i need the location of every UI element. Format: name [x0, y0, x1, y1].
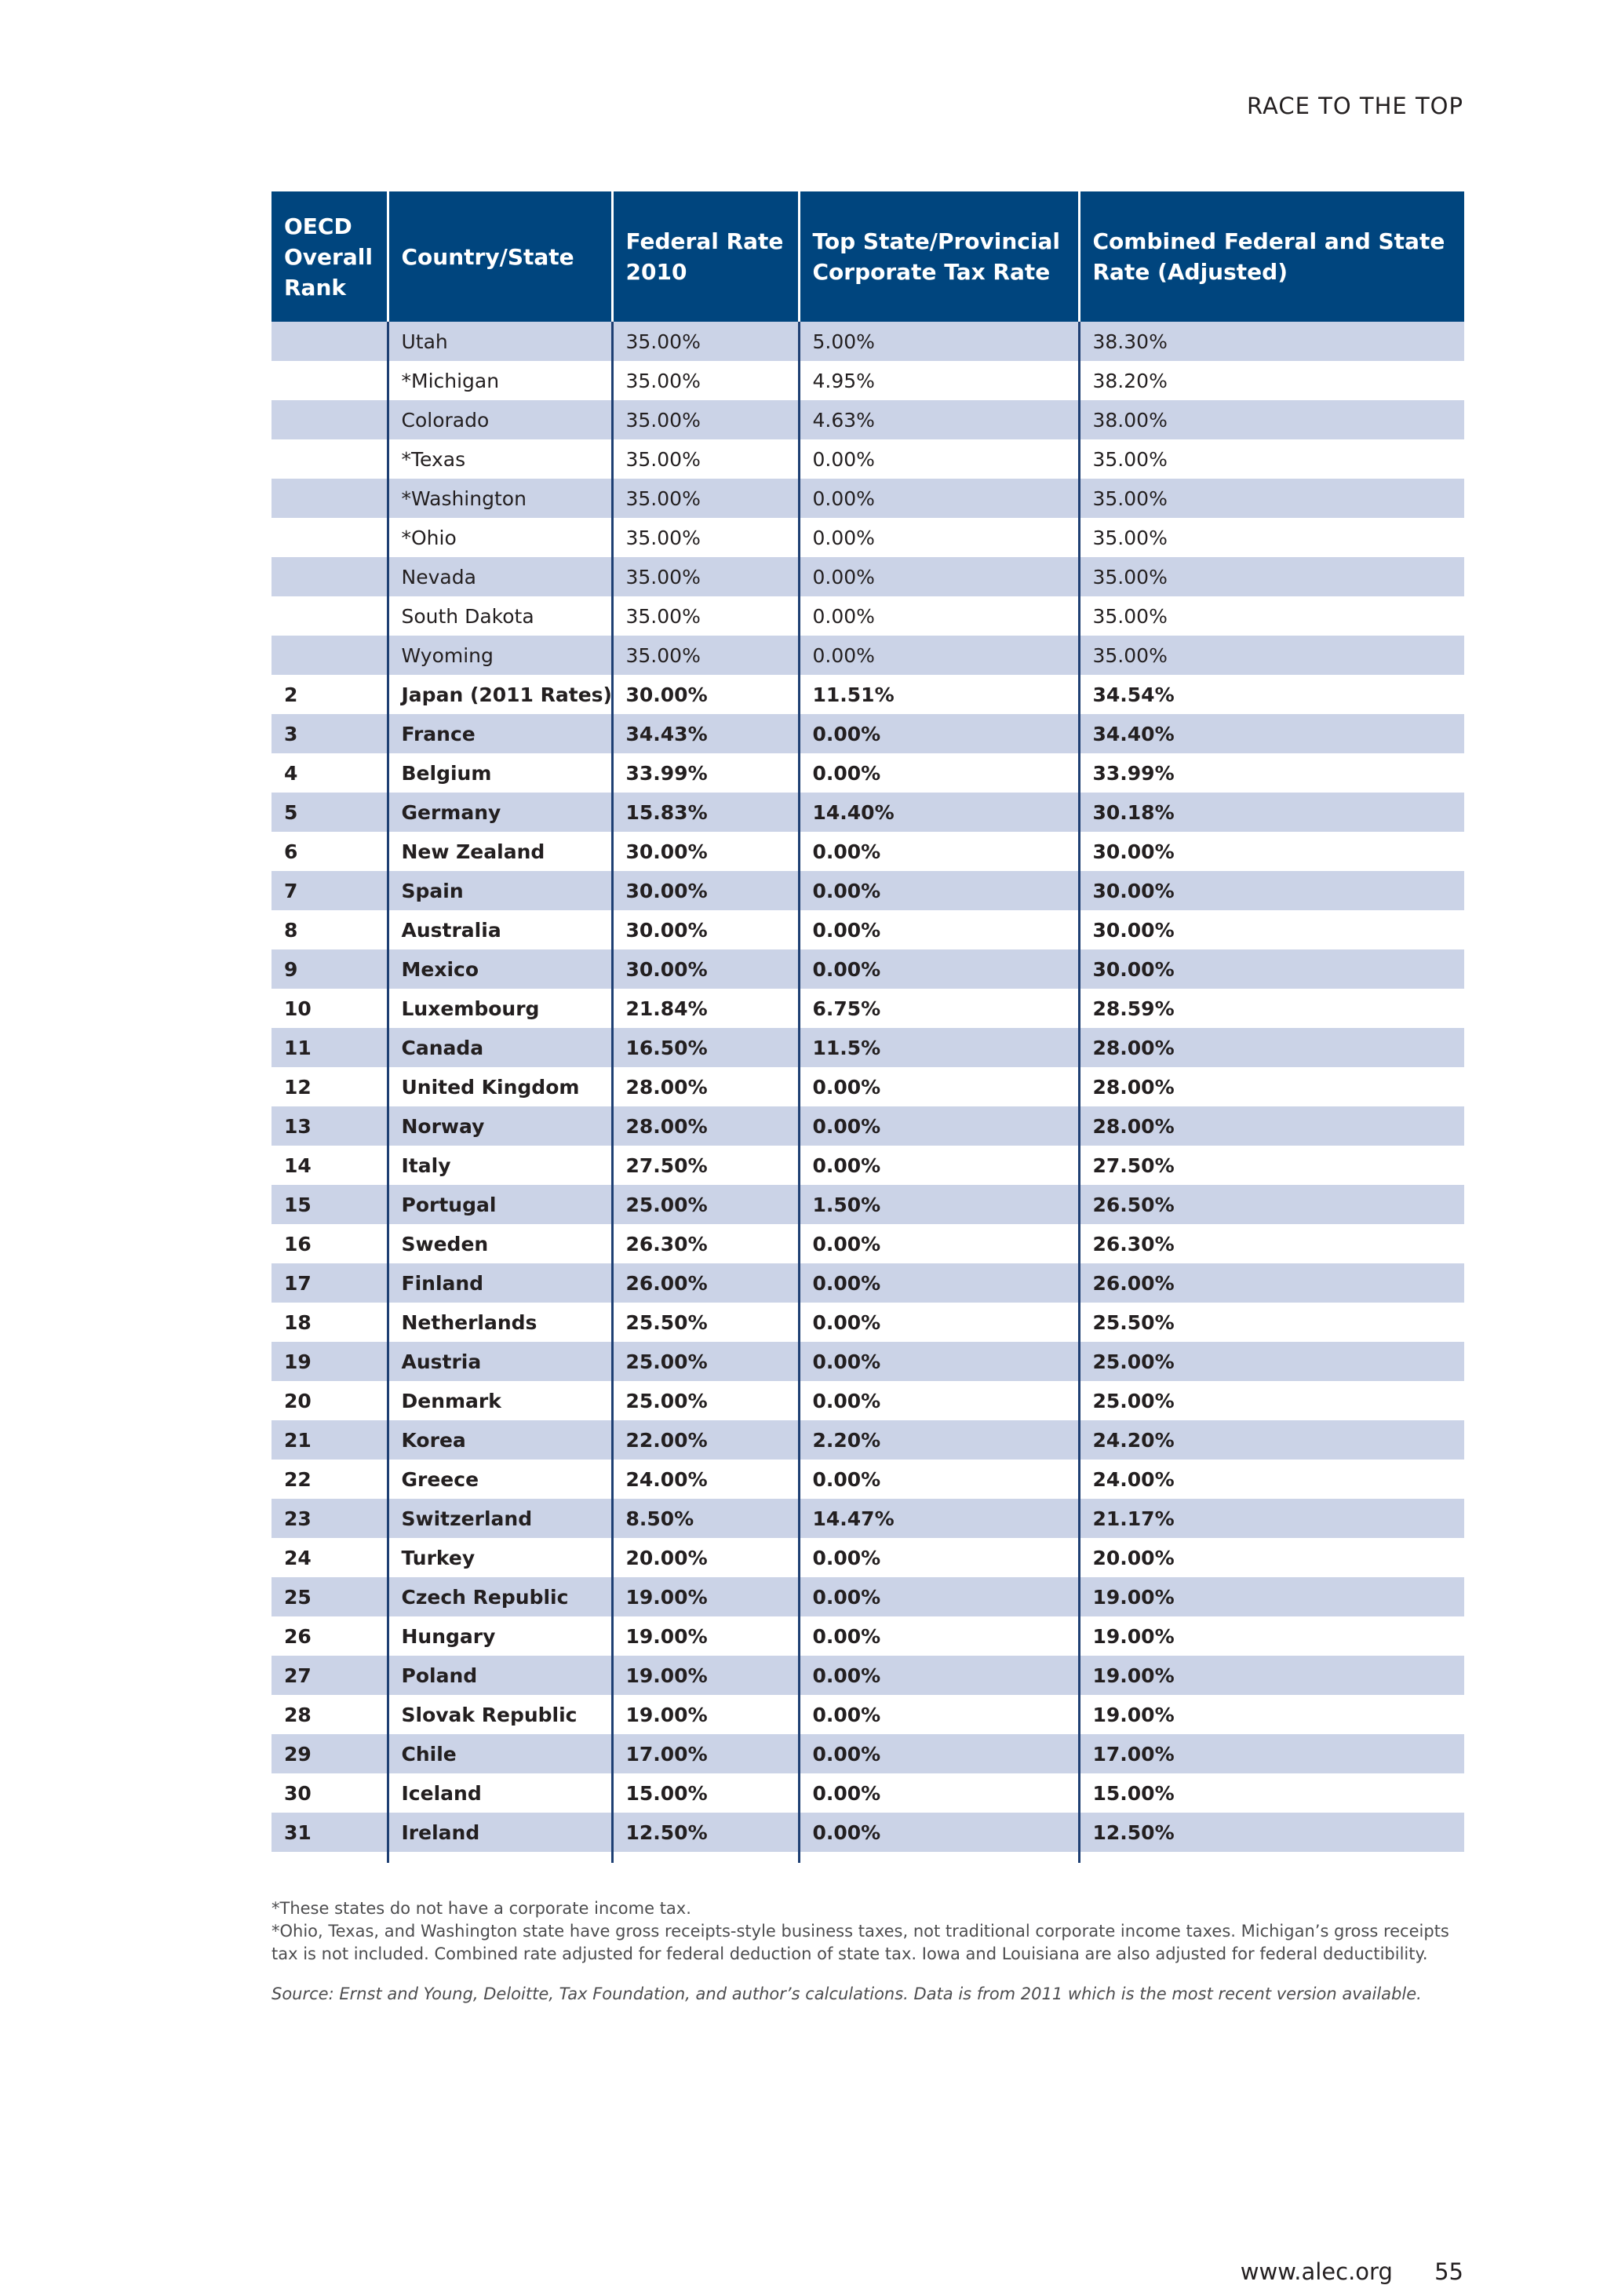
state-rate-cell: 0.00%: [799, 439, 1079, 479]
federal-rate-cell: 30.00%: [612, 675, 799, 714]
combined-rate-cell: 30.18%: [1079, 793, 1464, 832]
federal-rate-cell: 25.50%: [612, 1303, 799, 1342]
country-state-cell: Mexico: [388, 949, 612, 989]
federal-rate-cell: 19.00%: [612, 1616, 799, 1656]
table-row: [271, 1263, 1464, 1303]
state-rate-cell: 0.00%: [799, 1263, 1079, 1303]
combined-rate-cell: 38.30%: [1079, 322, 1464, 361]
federal-rate-cell: 35.00%: [612, 322, 799, 361]
header-federal-rate: Federal Rate 2010: [612, 191, 799, 322]
table-row: [271, 1028, 1464, 1067]
combined-rate-cell: 19.00%: [1079, 1577, 1464, 1616]
header-state-rate: Top State/Provincial Corporate Tax Rate: [799, 191, 1079, 322]
rank-cell: [271, 479, 388, 518]
spacer-cell: [1079, 1852, 1464, 1863]
rank-cell: 22: [271, 1460, 388, 1499]
federal-rate-cell: 15.00%: [612, 1773, 799, 1813]
country-state-cell: Germany: [388, 793, 612, 832]
federal-rate-cell: 28.00%: [612, 1067, 799, 1106]
footnote-no-corporate-tax: *These states do not have a corporate income tax.: [271, 1899, 691, 1918]
rank-cell: 25: [271, 1577, 388, 1616]
combined-rate-cell: 19.00%: [1079, 1656, 1464, 1695]
federal-rate-cell: 19.00%: [612, 1656, 799, 1695]
country-state-cell: Spain: [388, 871, 612, 910]
table-body: [271, 322, 1464, 1863]
rank-cell: 6: [271, 832, 388, 871]
combined-rate-cell: 19.00%: [1079, 1695, 1464, 1734]
federal-rate-cell: 16.50%: [612, 1028, 799, 1067]
state-rate-cell: 14.40%: [799, 793, 1079, 832]
state-rate-cell: 0.00%: [799, 1303, 1079, 1342]
federal-rate-cell: 30.00%: [612, 949, 799, 989]
table-row: [271, 322, 1464, 361]
page-footer: [1241, 2258, 1463, 2285]
combined-rate-cell: 21.17%: [1079, 1499, 1464, 1538]
rank-cell: [271, 636, 388, 675]
federal-rate-cell: 25.00%: [612, 1342, 799, 1381]
state-rate-cell: 0.00%: [799, 1773, 1079, 1813]
table-row: [271, 518, 1464, 557]
table-row: [271, 1616, 1464, 1656]
combined-rate-cell: 12.50%: [1079, 1813, 1464, 1852]
federal-rate-cell: 30.00%: [612, 910, 799, 949]
country-state-cell: Norway: [388, 1106, 612, 1146]
rank-cell: 16: [271, 1224, 388, 1263]
table-row: [271, 832, 1464, 871]
combined-rate-cell: 25.00%: [1079, 1381, 1464, 1420]
rank-cell: [271, 439, 388, 479]
table-row: [271, 1460, 1464, 1499]
state-rate-cell: 0.00%: [799, 1146, 1079, 1185]
rank-cell: 9: [271, 949, 388, 989]
country-state-cell: South Dakota: [388, 596, 612, 636]
federal-rate-cell: 30.00%: [612, 832, 799, 871]
state-rate-cell: 0.00%: [799, 753, 1079, 793]
rank-cell: 10: [271, 989, 388, 1028]
state-rate-cell: 0.00%: [799, 596, 1079, 636]
table-bottom-spacer: [271, 1852, 1464, 1863]
state-rate-cell: 0.00%: [799, 1224, 1079, 1263]
combined-rate-cell: 38.20%: [1079, 361, 1464, 400]
table-row: [271, 1773, 1464, 1813]
table-row: [271, 400, 1464, 439]
federal-rate-cell: 35.00%: [612, 361, 799, 400]
state-rate-cell: 1.50%: [799, 1185, 1079, 1224]
table-row: [271, 1420, 1464, 1460]
table-row: [271, 1342, 1464, 1381]
table-header: [271, 191, 1464, 322]
rank-cell: 7: [271, 871, 388, 910]
country-state-cell: Slovak Republic: [388, 1695, 612, 1734]
country-state-cell: Chile: [388, 1734, 612, 1773]
table-row: [271, 989, 1464, 1028]
federal-rate-cell: 26.00%: [612, 1263, 799, 1303]
combined-rate-cell: 28.00%: [1079, 1106, 1464, 1146]
state-rate-cell: 0.00%: [799, 1381, 1079, 1420]
country-state-cell: Australia: [388, 910, 612, 949]
table-row: [271, 1106, 1464, 1146]
country-state-cell: Greece: [388, 1460, 612, 1499]
combined-rate-cell: 30.00%: [1079, 949, 1464, 989]
country-state-cell: Utah: [388, 322, 612, 361]
spacer-cell: [612, 1852, 799, 1863]
combined-rate-cell: 26.00%: [1079, 1263, 1464, 1303]
federal-rate-cell: 12.50%: [612, 1813, 799, 1852]
state-rate-cell: 0.00%: [799, 1106, 1079, 1146]
state-rate-cell: 0.00%: [799, 1813, 1079, 1852]
spacer-cell: [799, 1852, 1079, 1863]
combined-rate-cell: 26.30%: [1079, 1224, 1464, 1263]
country-state-cell: Iceland: [388, 1773, 612, 1813]
federal-rate-cell: 35.00%: [612, 400, 799, 439]
federal-rate-cell: 25.00%: [612, 1381, 799, 1420]
table-row: [271, 361, 1464, 400]
combined-rate-cell: 34.40%: [1079, 714, 1464, 753]
footer-url: www.alec.org: [1240, 2258, 1393, 2285]
state-rate-cell: 0.00%: [799, 949, 1079, 989]
country-state-cell: Poland: [388, 1656, 612, 1695]
rank-cell: 20: [271, 1381, 388, 1420]
table-row: [271, 793, 1464, 832]
state-rate-cell: 0.00%: [799, 1342, 1079, 1381]
state-rate-cell: 5.00%: [799, 322, 1079, 361]
combined-rate-cell: 24.00%: [1079, 1460, 1464, 1499]
state-rate-cell: 0.00%: [799, 871, 1079, 910]
state-rate-cell: 0.00%: [799, 832, 1079, 871]
federal-rate-cell: 22.00%: [612, 1420, 799, 1460]
source-note: Source: Ernst and Young, Deloitte, Tax Foundation, and author’s calculations. Data is from 2011 which is the most recent version available.: [271, 1984, 1422, 2003]
table-row: [271, 1381, 1464, 1420]
combined-rate-cell: 34.54%: [1079, 675, 1464, 714]
combined-rate-cell: 17.00%: [1079, 1734, 1464, 1773]
table-row: [271, 1303, 1464, 1342]
rank-cell: 11: [271, 1028, 388, 1067]
country-state-cell: Japan (2011 Rates): [388, 675, 612, 714]
combined-rate-cell: 24.20%: [1079, 1420, 1464, 1460]
country-state-cell: Luxembourg: [388, 989, 612, 1028]
federal-rate-cell: 19.00%: [612, 1577, 799, 1616]
country-state-cell: Hungary: [388, 1616, 612, 1656]
rank-cell: 5: [271, 793, 388, 832]
state-rate-cell: 11.51%: [799, 675, 1079, 714]
table-row: [271, 675, 1464, 714]
country-state-cell: Netherlands: [388, 1303, 612, 1342]
federal-rate-cell: 35.00%: [612, 439, 799, 479]
table-row: [271, 1185, 1464, 1224]
combined-rate-cell: 30.00%: [1079, 832, 1464, 871]
page-number: 55: [1434, 2258, 1463, 2285]
federal-rate-cell: 35.00%: [612, 479, 799, 518]
federal-rate-cell: 35.00%: [612, 596, 799, 636]
table-row: [271, 1224, 1464, 1263]
state-rate-cell: 2.20%: [799, 1420, 1079, 1460]
state-rate-cell: 0.00%: [799, 1616, 1079, 1656]
rank-cell: 27: [271, 1656, 388, 1695]
federal-rate-cell: 33.99%: [612, 753, 799, 793]
country-state-cell: Switzerland: [388, 1499, 612, 1538]
country-state-cell: *Texas: [388, 439, 612, 479]
federal-rate-cell: 20.00%: [612, 1538, 799, 1577]
rank-cell: 8: [271, 910, 388, 949]
country-state-cell: Italy: [388, 1146, 612, 1185]
federal-rate-cell: 27.50%: [612, 1146, 799, 1185]
state-rate-cell: 0.00%: [799, 518, 1079, 557]
country-state-cell: Austria: [388, 1342, 612, 1381]
state-rate-cell: 0.00%: [799, 1656, 1079, 1695]
country-state-cell: Nevada: [388, 557, 612, 596]
federal-rate-cell: 24.00%: [612, 1460, 799, 1499]
combined-rate-cell: 35.00%: [1079, 557, 1464, 596]
country-state-cell: *Washington: [388, 479, 612, 518]
rank-cell: 28: [271, 1695, 388, 1734]
country-state-cell: Canada: [388, 1028, 612, 1067]
combined-rate-cell: 20.00%: [1079, 1538, 1464, 1577]
rank-cell: 30: [271, 1773, 388, 1813]
country-state-cell: United Kingdom: [388, 1067, 612, 1106]
rank-cell: 4: [271, 753, 388, 793]
table-row: [271, 1146, 1464, 1185]
state-rate-cell: 0.00%: [799, 1067, 1079, 1106]
country-state-cell: Denmark: [388, 1381, 612, 1420]
combined-rate-cell: 35.00%: [1079, 518, 1464, 557]
footnote-gross-receipts: *Ohio, Texas, and Washington state have gross receipts-style business taxes, not traditional corporate income taxes. Michigan’s gross receipts tax is not included. Combined rate adjusted for federal deduction of state tax. Iowa and Louisiana are also adjusted for federal deductibility.: [271, 1922, 1449, 1963]
rank-cell: [271, 400, 388, 439]
federal-rate-cell: 26.30%: [612, 1224, 799, 1263]
spacer-cell: [388, 1852, 612, 1863]
country-state-cell: France: [388, 714, 612, 753]
header-rank: OECD Overall Rank: [271, 191, 388, 322]
federal-rate-cell: 15.83%: [612, 793, 799, 832]
table-row: [271, 753, 1464, 793]
running-head: RACE TO THE TOP: [1247, 93, 1463, 119]
combined-rate-cell: 19.00%: [1079, 1616, 1464, 1656]
combined-rate-cell: 35.00%: [1079, 596, 1464, 636]
rank-cell: [271, 596, 388, 636]
rank-cell: 18: [271, 1303, 388, 1342]
table-row: [271, 636, 1464, 675]
state-rate-cell: 0.00%: [799, 557, 1079, 596]
federal-rate-cell: 35.00%: [612, 636, 799, 675]
state-rate-cell: 14.47%: [799, 1499, 1079, 1538]
federal-rate-cell: 21.84%: [612, 989, 799, 1028]
state-rate-cell: 0.00%: [799, 636, 1079, 675]
state-rate-cell: 0.00%: [799, 1577, 1079, 1616]
country-state-cell: Wyoming: [388, 636, 612, 675]
combined-rate-cell: 35.00%: [1079, 479, 1464, 518]
combined-rate-cell: 38.00%: [1079, 400, 1464, 439]
rank-cell: 17: [271, 1263, 388, 1303]
state-rate-cell: 0.00%: [799, 479, 1079, 518]
country-state-cell: Turkey: [388, 1538, 612, 1577]
table-row: [271, 910, 1464, 949]
rank-cell: [271, 322, 388, 361]
combined-rate-cell: 30.00%: [1079, 871, 1464, 910]
table-row: [271, 1656, 1464, 1695]
state-rate-cell: 4.63%: [799, 400, 1079, 439]
country-state-cell: Belgium: [388, 753, 612, 793]
rank-cell: [271, 518, 388, 557]
combined-rate-cell: 28.00%: [1079, 1028, 1464, 1067]
rank-cell: 2: [271, 675, 388, 714]
table-row: [271, 557, 1464, 596]
state-rate-cell: 0.00%: [799, 714, 1079, 753]
federal-rate-cell: 34.43%: [612, 714, 799, 753]
state-rate-cell: 0.00%: [799, 1538, 1079, 1577]
rank-cell: [271, 557, 388, 596]
table-row: [271, 871, 1464, 910]
federal-rate-cell: 8.50%: [612, 1499, 799, 1538]
table-row: [271, 1695, 1464, 1734]
combined-rate-cell: 35.00%: [1079, 636, 1464, 675]
rank-cell: 14: [271, 1146, 388, 1185]
rank-cell: 29: [271, 1734, 388, 1773]
table-row: [271, 1813, 1464, 1852]
state-rate-cell: 0.00%: [799, 910, 1079, 949]
table-row: [271, 1499, 1464, 1538]
tax-rate-table: [271, 191, 1464, 1863]
federal-rate-cell: 28.00%: [612, 1106, 799, 1146]
rank-cell: 21: [271, 1420, 388, 1460]
rank-cell: 24: [271, 1538, 388, 1577]
state-rate-cell: 11.5%: [799, 1028, 1079, 1067]
table-row: [271, 439, 1464, 479]
table-row: [271, 479, 1464, 518]
country-state-cell: Colorado: [388, 400, 612, 439]
rank-cell: 31: [271, 1813, 388, 1852]
table-row: [271, 1538, 1464, 1577]
table-row: [271, 714, 1464, 753]
federal-rate-cell: 17.00%: [612, 1734, 799, 1773]
country-state-cell: Sweden: [388, 1224, 612, 1263]
combined-rate-cell: 28.59%: [1079, 989, 1464, 1028]
table-row: [271, 949, 1464, 989]
combined-rate-cell: 33.99%: [1079, 753, 1464, 793]
state-rate-cell: 6.75%: [799, 989, 1079, 1028]
federal-rate-cell: 25.00%: [612, 1185, 799, 1224]
rank-cell: 26: [271, 1616, 388, 1656]
rank-cell: [271, 361, 388, 400]
federal-rate-cell: 30.00%: [612, 871, 799, 910]
state-rate-cell: 4.95%: [799, 361, 1079, 400]
rank-cell: 15: [271, 1185, 388, 1224]
combined-rate-cell: 25.50%: [1079, 1303, 1464, 1342]
table-row: [271, 1734, 1464, 1773]
state-rate-cell: 0.00%: [799, 1734, 1079, 1773]
state-rate-cell: 0.00%: [799, 1695, 1079, 1734]
rank-cell: 3: [271, 714, 388, 753]
table-row: [271, 1067, 1464, 1106]
rank-cell: 12: [271, 1067, 388, 1106]
country-state-cell: Portugal: [388, 1185, 612, 1224]
country-state-cell: *Ohio: [388, 518, 612, 557]
rank-cell: 13: [271, 1106, 388, 1146]
table-row: [271, 596, 1464, 636]
country-state-cell: Finland: [388, 1263, 612, 1303]
combined-rate-cell: 30.00%: [1079, 910, 1464, 949]
country-state-cell: New Zealand: [388, 832, 612, 871]
combined-rate-cell: 27.50%: [1079, 1146, 1464, 1185]
country-state-cell: *Michigan: [388, 361, 612, 400]
combined-rate-cell: 28.00%: [1079, 1067, 1464, 1106]
spacer-cell: [271, 1852, 388, 1863]
combined-rate-cell: 35.00%: [1079, 439, 1464, 479]
rank-cell: 23: [271, 1499, 388, 1538]
country-state-cell: Korea: [388, 1420, 612, 1460]
combined-rate-cell: 15.00%: [1079, 1773, 1464, 1813]
combined-rate-cell: 25.00%: [1079, 1342, 1464, 1381]
header-combined-rate: Combined Federal and State Rate (Adjusted): [1079, 191, 1464, 322]
table-row: [271, 1577, 1464, 1616]
rank-cell: 19: [271, 1342, 388, 1381]
federal-rate-cell: 19.00%: [612, 1695, 799, 1734]
federal-rate-cell: 35.00%: [612, 518, 799, 557]
federal-rate-cell: 35.00%: [612, 557, 799, 596]
combined-rate-cell: 26.50%: [1079, 1185, 1464, 1224]
footnotes: [271, 1897, 1464, 2006]
header-country-state: Country/State: [388, 191, 612, 322]
state-rate-cell: 0.00%: [799, 1460, 1079, 1499]
country-state-cell: Czech Republic: [388, 1577, 612, 1616]
country-state-cell: Ireland: [388, 1813, 612, 1852]
